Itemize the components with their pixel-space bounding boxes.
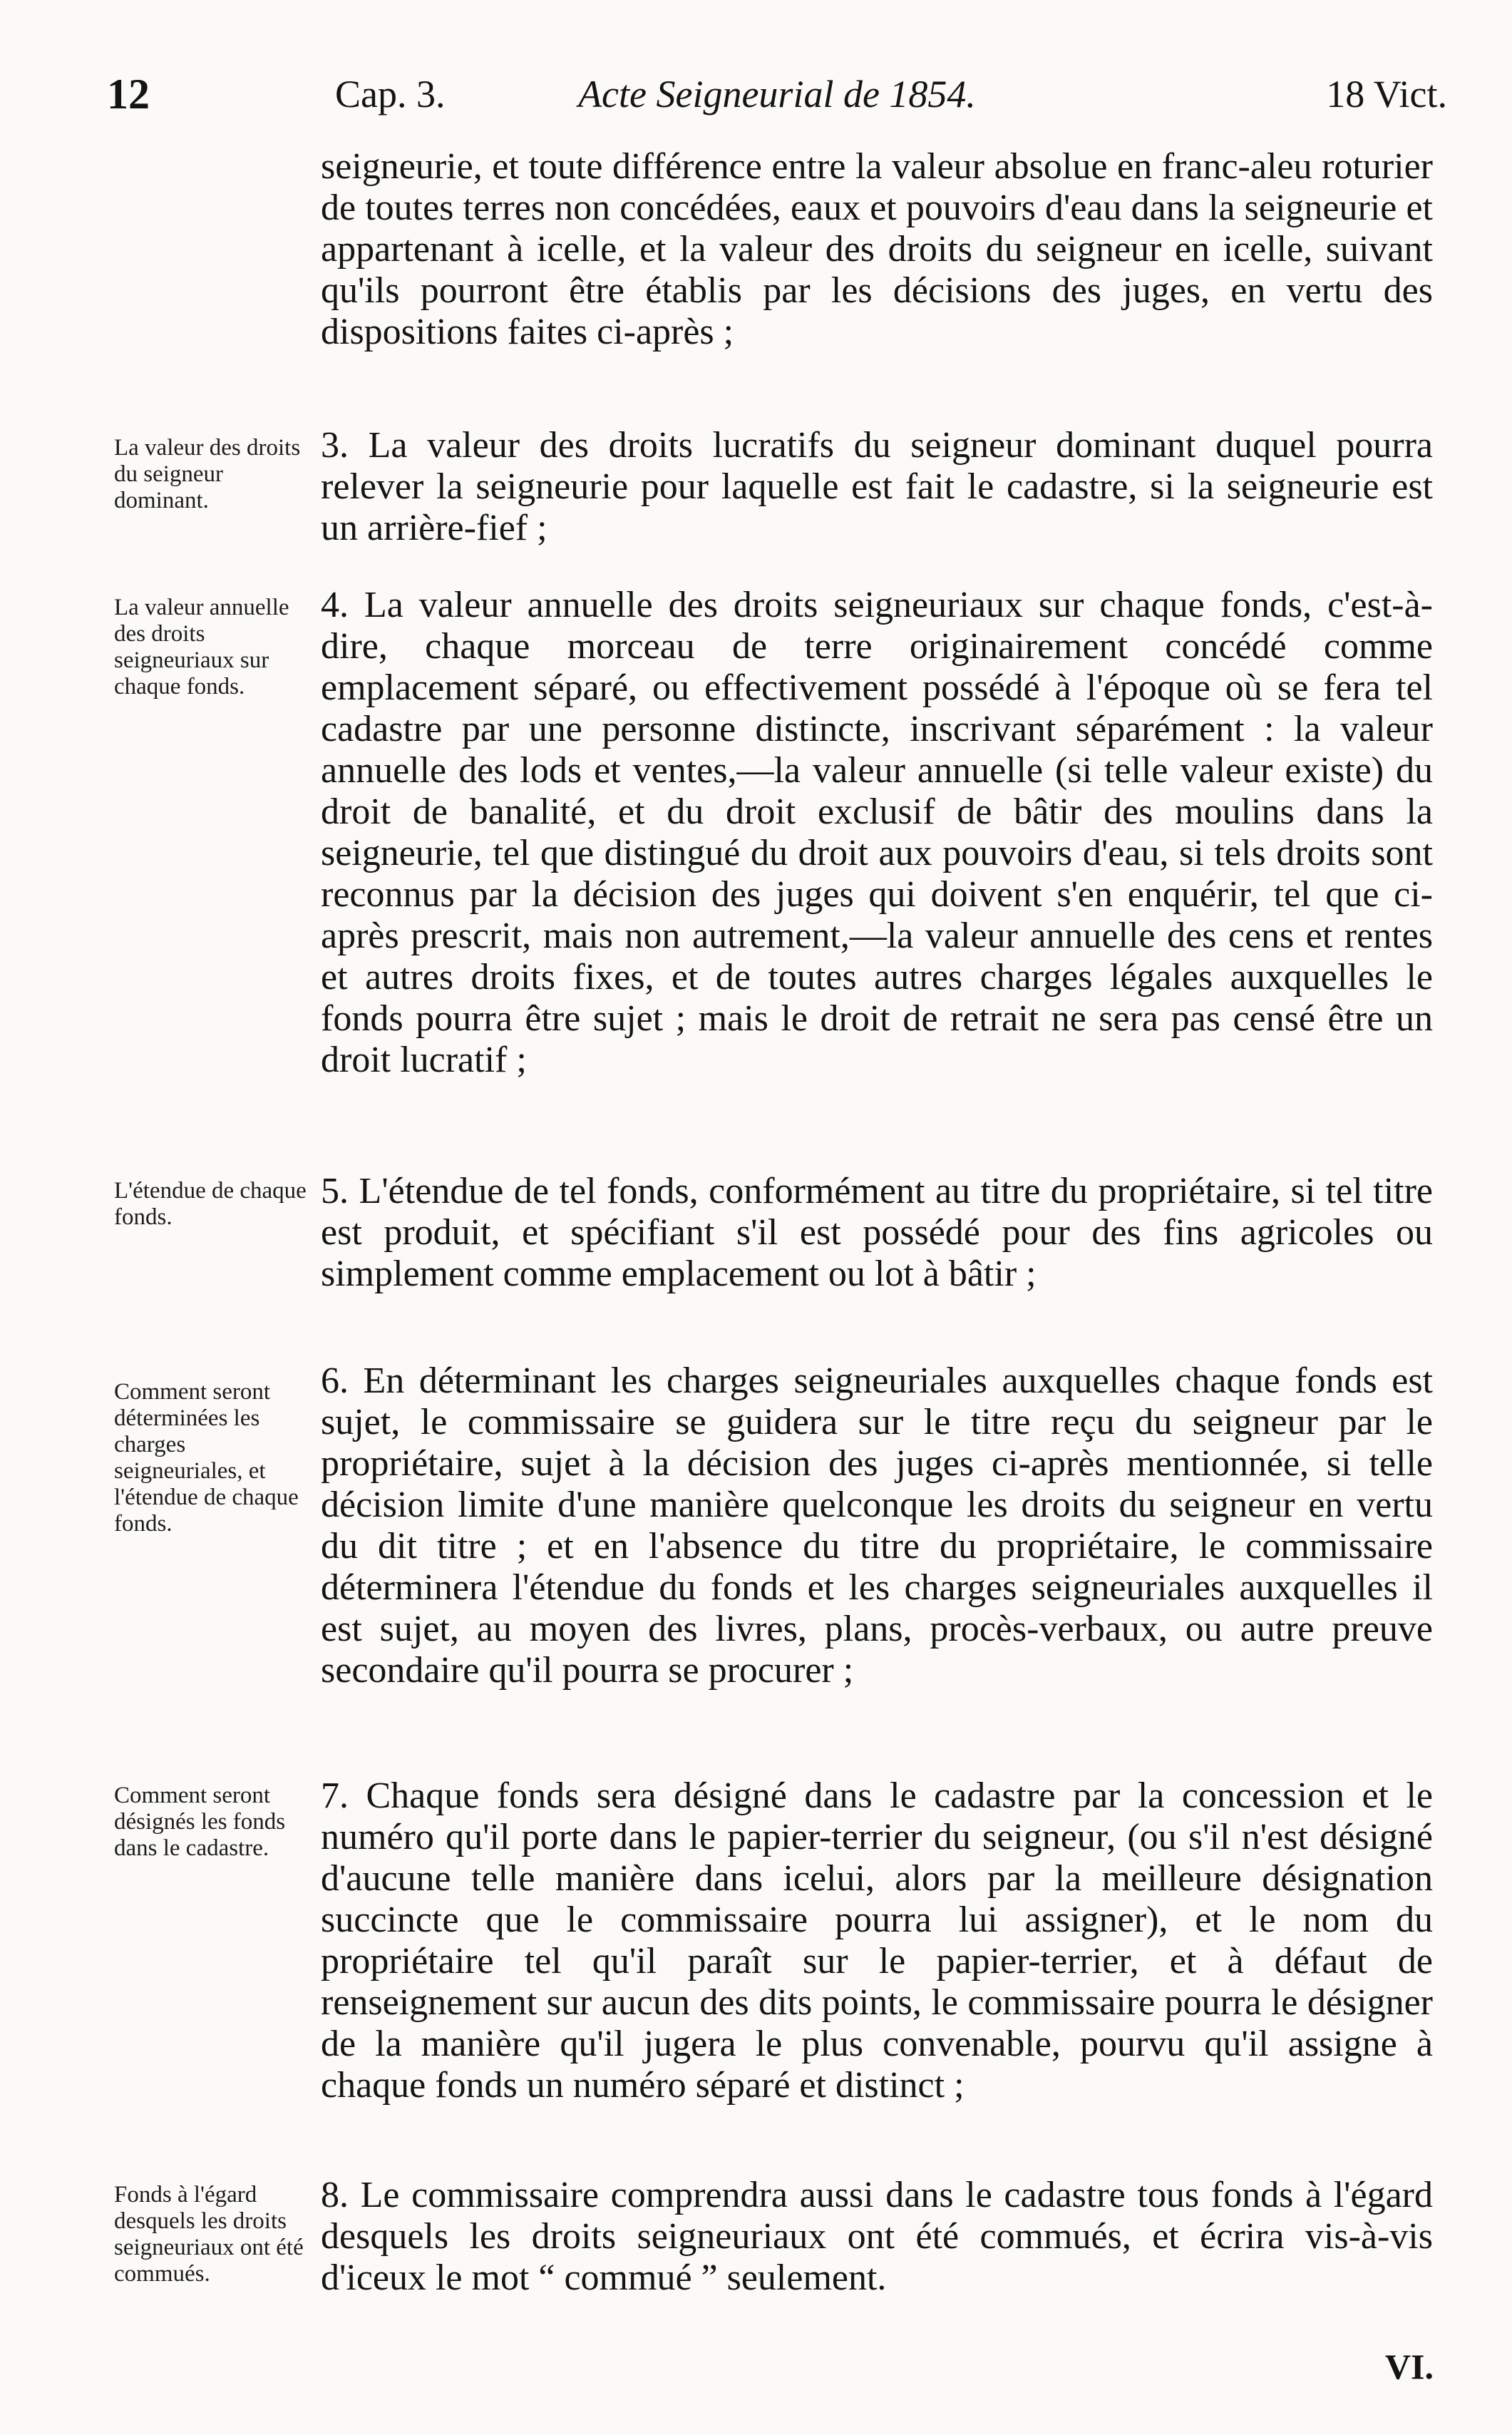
margin-note: Comment seront déterminées les charges seigneuriales, et l'étendue de chaque fonds. [114, 1379, 299, 1537]
margin-note: L'étendue de chaque fonds. [114, 1178, 307, 1230]
clause-text: 4. La valeur annuelle des droits seigneuriaux sur chaque fonds, c'est-à-dire, chaque morceau de terre originairement concédé comme emplacement séparé, ou effectivement possédé à l'époque où se fera tel cadastre par une personne distincte, inscrivant séparément : la valeur annuelle des lods et ventes,—la valeur annuelle (si telle valeur existe) du droit de banalité, et du droit exclusif de bâtir des moulins dans la seigneurie, tel que distingué du droit aux pouvoirs d'eau, si tels droits sont reconnus par la décision des juges qui doivent s'en enquérir, tel que ci-après prescrit, mais non autrement,—la valeur annuelle des cens et rentes et autres droits fixes, et de toutes autres charges légales auxquelles le fonds pourra être sujet ; mais le droit de retrait ne sera pas censé être un droit lucratif ; [321, 585, 1433, 1080]
clause-text: 3. La valeur des droits lucratifs du seigneur dominant duquel pourra relever la seigneurie pour laquelle est fait le cadastre, si la seigneurie est un arrière-fief ; [321, 425, 1433, 548]
clause-text: seigneurie, et toute différence entre la valeur absolue en franc-aleu roturier de toutes terres non concédées, eaux et pouvoirs d'eau dans la seigneurie et appartenant à icelle, et la valeur des droits du seigneur en icelle, suivant qu'ils pourront être établis par les décisions des juges, en vertu des dispositions faites ci-après ; [321, 146, 1433, 352]
catchword: VI. [1384, 2347, 1434, 2387]
clause-text: 8. Le commissaire comprendra aussi dans le cadastre tous fonds à l'égard desquels les droits seigneuriaux ont été commués, et écrira vis-à-vis d'iceux le mot “ commué ” seulement. [321, 2175, 1433, 2298]
margin-note: Fonds à l'égard desquels les droits seigneuriaux ont été commués. [114, 2182, 304, 2287]
chapter-label: Cap. 3. [335, 73, 446, 116]
clause-text: 5. L'étendue de tel fonds, conformément au titre du propriétaire, si tel titre est produit, et spécifiant s'il est possédé pour des fins agricoles ou simplement comme emplacement ou lot à bâtir ; [321, 1171, 1433, 1294]
margin-note: La valeur des droits du seigneur dominant. [114, 435, 301, 513]
clause-text: 6. En déterminant les charges seigneuriales auxquelles chaque fonds est sujet, le commissaire se guidera sur le titre reçu du seigneur par le propriétaire, sujet à la décision des juges ci-après mentionnée, si telle décision limite d'une manière quelconque les droits du seigneur en vertu du dit titre ; et en l'absence du titre du propriétaire, le commissaire déterminera l'étendue du fonds et les charges seigneuriales auxquelles il est sujet, au moyen des livres, plans, procès-verbaux, ou autre preuve secondaire qu'il pourra se procurer ; [321, 1360, 1433, 1691]
clause-text: 7. Chaque fonds sera désigné dans le cadastre par la concession et le numéro qu'il porte dans le papier-terrier du seigneur, (ou s'il n'est désigné d'aucune telle manière dans icelui, alors par la meilleure désignation succincte que le commissaire pourra lui assigner), et le nom du propriétaire tel qu'il paraît sur le papier-terrier, et à défaut de renseignement sur aucun des dits points, le commissaire pourra le désigner de la manière qu'il jugera le plus convenable, pourvu qu'il assigne à chaque fonds un numéro séparé et distinct ; [321, 1775, 1433, 2106]
regnal-year: 18 Vict. [1326, 73, 1447, 116]
margin-note: Comment seront désignés les fonds dans le cadastre. [114, 1783, 286, 1861]
running-header [107, 66, 1447, 123]
margin-note: La valeur annuelle des droits seigneuriaux sur chaque fonds. [114, 595, 289, 699]
page-number: 12 [107, 71, 150, 118]
act-title: Acte Seigneurial de 1854. [578, 73, 976, 116]
